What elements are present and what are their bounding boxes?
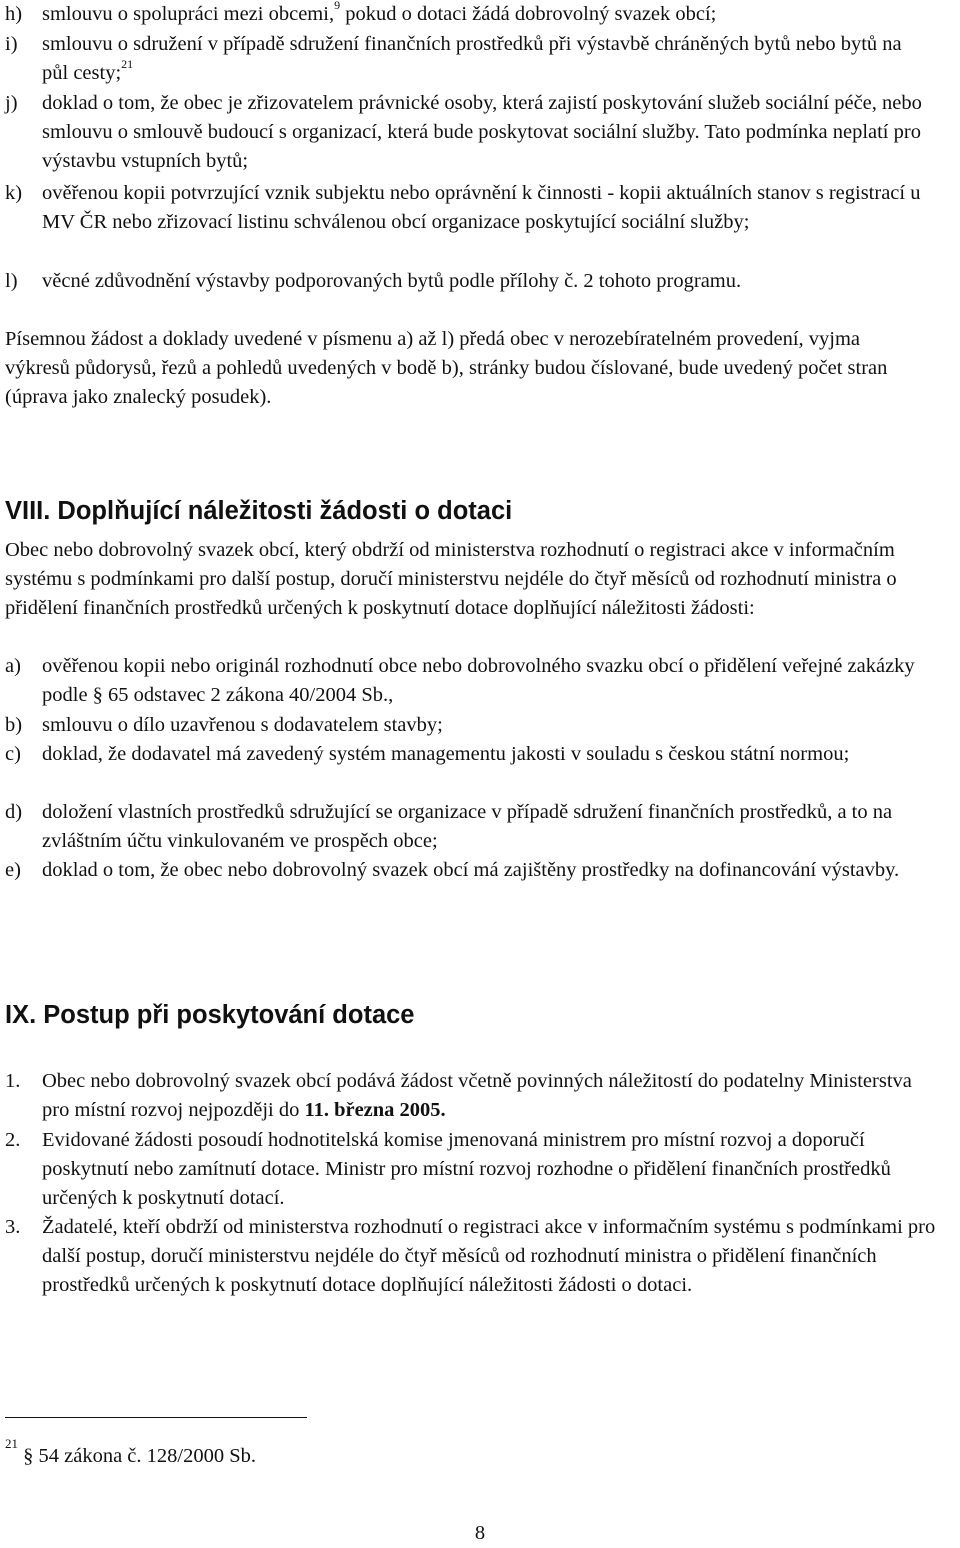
list-label: k) bbox=[5, 182, 23, 204]
footnote-text: § 54 zákona č. 128/2000 Sb. bbox=[23, 1445, 256, 1467]
list-text: Evidované žádosti posoudí hodnotitelská komise jmenovaná ministrem pro místní rozvoj a doporučí poskytnutí nebo zamítnutí dotace. Ministr pro místní rozvoj rozhodne o přidělení finančních prostředků určených k poskytnutí dotací. bbox=[42, 1129, 891, 1209]
section-viii-intro: Obec nebo dobrovolný svazek obcí, který obdrží od ministerstva rozhodnutí o registraci akce v informačním systému s podmínkami pro další postup, doručí ministerstvu nejdéle do čtyř měsíců od rozhodnutí ministra o přidělení finančních prostředků určených k poskytnutí dotace doplňující náležitosti žádosti: bbox=[5, 539, 897, 619]
list-item-h bbox=[5, 0, 955, 29]
list-label: a) bbox=[5, 655, 21, 677]
list-label: e) bbox=[5, 859, 21, 881]
list-label: 2. bbox=[5, 1129, 21, 1151]
footnote bbox=[5, 1436, 256, 1471]
footnote-ref: 21 bbox=[121, 57, 134, 72]
list-text: doložení vlastních prostředků sdružující se organizace v případě sdružení finančních prostředků, a to na zvláštním účtu vinkulovaném ve prospěch obce; bbox=[42, 801, 893, 852]
list-item-k bbox=[5, 179, 955, 237]
list-label: l) bbox=[5, 270, 18, 292]
list-item-c bbox=[5, 740, 955, 769]
list-text: doklad o tom, že obec nebo dobrovolný svazek obcí má zajištěny prostředky na dofinancování výstavby. bbox=[42, 859, 900, 881]
list-text: ověřenou kopii nebo originál rozhodnutí obce nebo dobrovolného svazku obcí o přidělení veřejné zakázky podle § 65 odstavec 2 zákona 40/2004 Sb., bbox=[42, 655, 915, 706]
numbered-item-1 bbox=[5, 1067, 955, 1125]
list-item-a bbox=[5, 652, 955, 710]
list-label: j) bbox=[5, 92, 18, 114]
numbered-item-3 bbox=[5, 1213, 955, 1300]
list-text-after: pokud o dotaci žádá dobrovolný svazek obcí; bbox=[340, 3, 717, 25]
list-text: věcné zdůvodnění výstavby podporovaných bytů podle přílohy č. 2 tohoto programu. bbox=[42, 270, 742, 292]
list-label: d) bbox=[5, 801, 23, 823]
list-text: doklad o tom, že obec je zřizovatelem právnické osoby, která zajistí poskytování služeb sociální péče, nebo smlouvu o smlouvě budoucí s organizací, která bude poskytovat sociální služby. Tato podmínka neplatí pro výstavbu vstupních bytů; bbox=[42, 92, 922, 172]
list-text: smlouvu o spolupráci mezi obcemi, bbox=[42, 3, 335, 25]
list-item-d bbox=[5, 798, 955, 856]
list-item-e bbox=[5, 856, 955, 885]
deadline-date: 11. března 2005. bbox=[304, 1099, 446, 1121]
numbered-item-2 bbox=[5, 1126, 955, 1213]
section-heading-viii: VIII. Doplňující náležitosti žádosti o dotaci bbox=[5, 497, 513, 525]
list-text: smlouvu o sdružení v případě sdružení finančních prostředků při výstavbě chráněných bytů nebo bytů na půl cesty; bbox=[42, 33, 902, 84]
list-item-j bbox=[5, 89, 955, 176]
section-heading-ix: IX. Postup při poskytování dotace bbox=[5, 1001, 415, 1029]
list-label: b) bbox=[5, 714, 23, 736]
list-label: i) bbox=[5, 33, 18, 55]
list-text: doklad, že dodavatel má zavedený systém managementu jakosti v souladu s českou státní normou; bbox=[42, 743, 850, 765]
footnote-ref: 9 bbox=[334, 0, 341, 13]
list-label: h) bbox=[5, 3, 23, 25]
list-item-b bbox=[5, 711, 955, 740]
list-text: ověřenou kopii potvrzující vznik subjektu nebo oprávnění k činnosti - kopii aktuálních stanov s registrací u MV ČR nebo zřizovací listinu schválenou obcí organizace poskytující sociální služby; bbox=[42, 182, 921, 233]
list-item-i bbox=[5, 30, 955, 88]
list-label: 1. bbox=[5, 1070, 21, 1092]
page-number: 8 bbox=[474, 1522, 486, 1544]
footnote-separator bbox=[5, 1417, 307, 1418]
list-text: Obec nebo dobrovolný svazek obcí podává žádost včetně povinných náležitostí do podatelny Ministerstva pro místní rozvoj nejpozději do bbox=[42, 1070, 912, 1121]
list-item-l bbox=[5, 267, 955, 296]
footnote-number: 21 bbox=[5, 1436, 18, 1452]
list-label: 3. bbox=[5, 1216, 21, 1238]
list-text: Žadatelé, kteří obdrží od ministerstva rozhodnutí o registraci akce v informačním systému s podmínkami pro další postup, doručí ministerstvu nejdéle do čtyř měsíců od rozhodnutí ministra o přidělení finančních prostředků určených k poskytnutí dotace doplňující náležitosti žádosti o dotaci. bbox=[42, 1216, 936, 1296]
list-text: smlouvu o dílo uzavřenou s dodavatelem stavby; bbox=[42, 714, 443, 736]
list-label: c) bbox=[5, 743, 21, 765]
submission-paragraph: Písemnou žádost a doklady uvedené v písmenu a) až l) předá obec v nerozebíratelném provedení, vyjma výkresů půdorysů, řezů a pohledů uvedených v bodě b), stránky budou číslované, bude uvedený počet stran (úprava jako znalecký posudek). bbox=[5, 328, 888, 408]
